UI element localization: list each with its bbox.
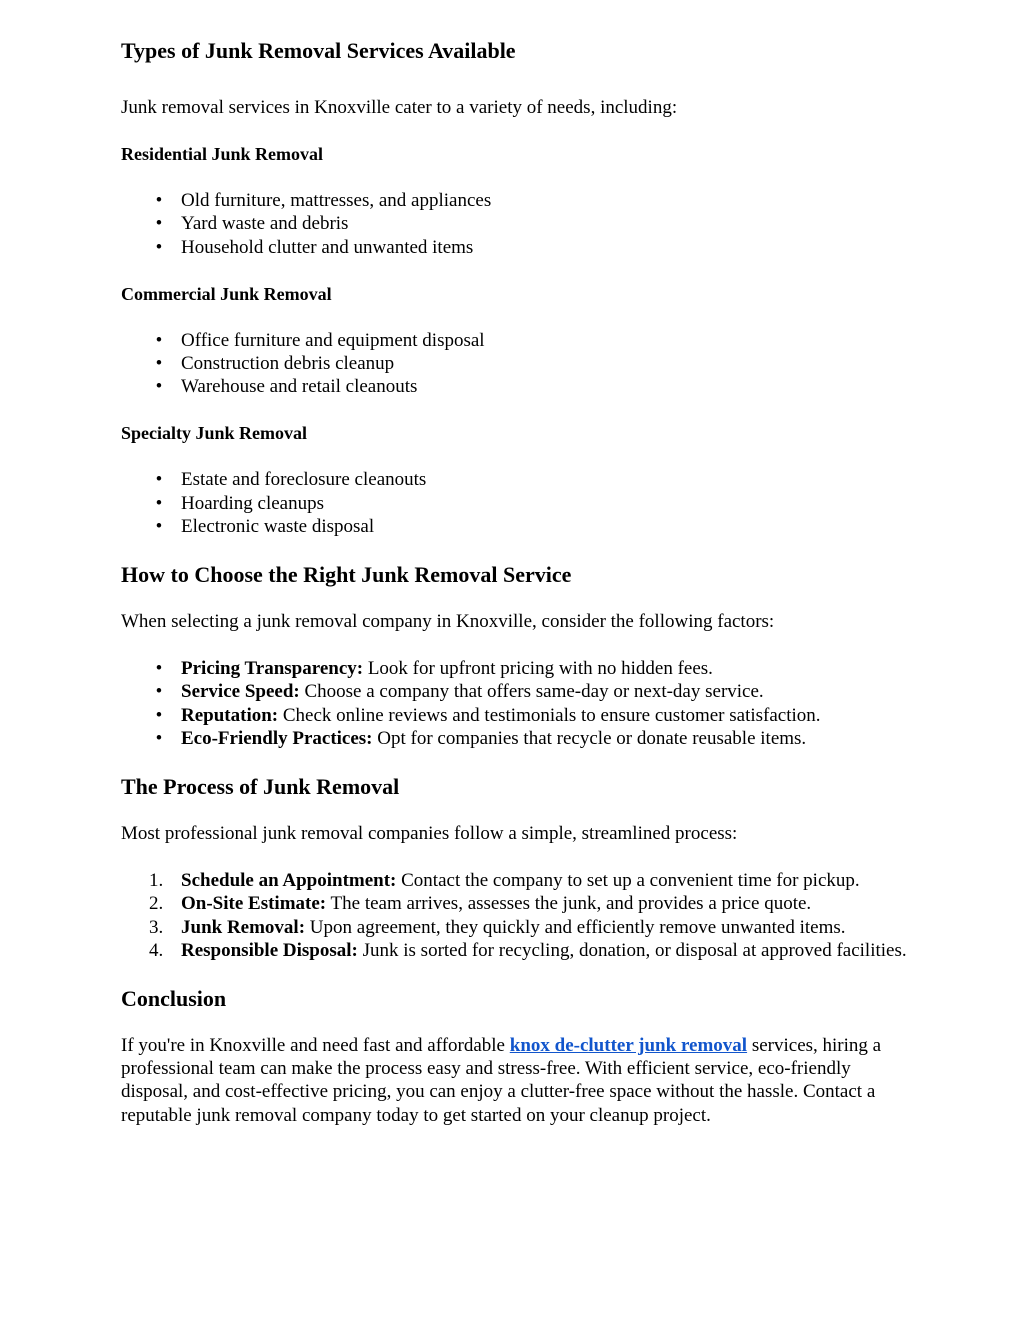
bullet-icon: • — [155, 190, 163, 212]
bullet-icon: • — [155, 681, 163, 703]
list-item: • Old furniture, mattresses, and appliances — [121, 189, 911, 212]
list-number: 3. — [149, 916, 164, 938]
choose-intro: When selecting a junk removal company in Knoxville, consider the following factors: — [121, 611, 775, 633]
list-item: 4. Responsible Disposal: Junk is sorted for recycling, donation, or disposal at approved facilities. — [149, 939, 907, 961]
residential-list — [121, 189, 911, 259]
document-content — [121, 38, 911, 1127]
list-item: • Yard waste and debris — [121, 212, 911, 235]
bullet-icon: • — [155, 704, 163, 726]
list-item: • Service Speed: Choose a company that offers same-day or next-day service. — [121, 680, 911, 703]
bullet-icon: • — [155, 469, 163, 491]
list-item: • Pricing Transparency: Look for upfront pricing with no hidden fees. — [121, 657, 911, 680]
types-intro: Junk removal services in Knoxville cater to a variety of needs, including: — [121, 97, 678, 118]
specialty-list — [121, 468, 911, 538]
bullet-icon: • — [155, 515, 163, 537]
list-item: 2. On-Site Estimate: The team arrives, assesses the junk, and provides a price quote. — [149, 893, 812, 915]
heading-specialty: Specialty Junk Removal — [121, 423, 308, 444]
list-item: • Reputation: Check online reviews and testimonials to ensure customer satisfaction. — [121, 704, 911, 727]
heading-conclusion: Conclusion — [121, 986, 227, 1012]
list-item: • Eco-Friendly Practices: Opt for companies that recycle or donate reusable items. — [121, 727, 911, 750]
heading-residential: Residential Junk Removal — [121, 144, 324, 165]
bullet-icon: • — [155, 492, 163, 514]
list-item: • Household clutter and unwanted items — [121, 236, 911, 259]
choose-list — [121, 657, 911, 750]
list-item: 3. Junk Removal: Upon agreement, they quickly and efficiently remove unwanted items. — [149, 916, 846, 938]
list-item: • Electronic waste disposal — [121, 515, 911, 538]
bullet-icon: • — [155, 236, 163, 258]
list-item: 1. Schedule an Appointment: Contact the company to set up a convenient time for pickup. — [149, 870, 860, 892]
heading-types: Types of Junk Removal Services Available — [121, 38, 516, 63]
bullet-icon: • — [155, 213, 163, 235]
heading-choose: How to Choose the Right Junk Removal Service — [121, 562, 572, 588]
list-item: • Warehouse and retail cleanouts — [121, 375, 911, 398]
commercial-list — [121, 329, 911, 399]
list-item: • Office furniture and equipment disposal — [121, 329, 911, 352]
list-number: 2. — [149, 893, 164, 915]
bullet-icon: • — [155, 329, 163, 351]
knox-declutter-link[interactable]: knox de-clutter junk removal — [509, 1035, 748, 1057]
conclusion-paragraph: If you're in Knoxville and need fast and affordable knox de-clutter junk removal services, hiring a professional team can make the process easy and stress-free. With efficient service, eco-friendly disposal, and cost-effective pricing, you can enjoy a clutter-free space without the hassle. Contact a reputable junk removal company today to get started on your cleanup project. — [121, 1035, 882, 1126]
list-number: 1. — [149, 870, 164, 892]
list-item: • Construction debris cleanup — [121, 352, 911, 375]
list-item: • Hoarding cleanups — [121, 492, 911, 515]
heading-commercial: Commercial Junk Removal — [121, 283, 332, 304]
bullet-icon: • — [155, 658, 163, 680]
bullet-icon: • — [155, 727, 163, 749]
process-intro: Most professional junk removal companies follow a simple, streamlined process: — [121, 823, 738, 845]
heading-process: The Process of Junk Removal — [121, 774, 400, 800]
bullet-icon: • — [155, 353, 163, 375]
process-list — [121, 869, 911, 962]
list-number: 4. — [149, 939, 164, 961]
bullet-icon: • — [155, 376, 163, 398]
list-item: • Estate and foreclosure cleanouts — [121, 468, 911, 491]
